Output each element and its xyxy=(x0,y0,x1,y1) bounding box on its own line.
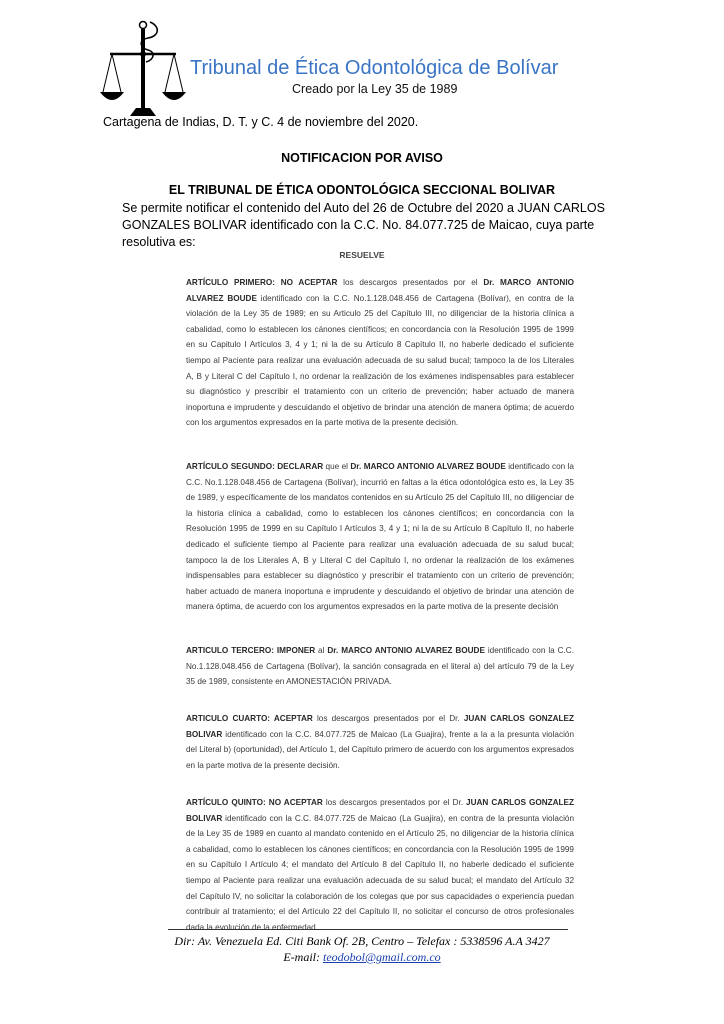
tribunal-heading: EL TRIBUNAL DE ÉTICA ODONTOLÓGICA SECCIONAL BOLIVAR xyxy=(168,183,556,197)
person-name: Dr. MARCO ANTONIO ALVAREZ BOUDE xyxy=(327,646,485,655)
person-name: Dr. MARCO ANTONIO ALVAREZ BOUDE xyxy=(350,462,506,471)
intro-paragraph: Se permite notificar el contenido del Auto del 26 de Octubre del 2020 a JUAN CARLOS GONZALES BOLIVAR identificado con la C.C. No. 84.077.725 de Maicao, cuya parte resolutiva es: xyxy=(122,201,605,249)
person-name: JUAN CARLOS GONZALEZ BOLIVAR xyxy=(186,798,574,823)
article-label: ARTÍCULO QUINTO: NO ACEPTAR xyxy=(186,798,323,807)
article-cuarto: ARTICULO CUARTO: ACEPTAR los descargos presentados por el Dr. JUAN CARLOS GONZALEZ BOLIVAR identificado con la C.C. 84.077.725 de Maicao (La Guajira), frente a la a la presunta violación del Literal b) (oportunidad), del Artículo 1, del Capítulo primero de acuerdo con los argumentos expresados en la parte motiva de la presente decisión. xyxy=(186,714,575,770)
date-line: Cartagena de Indias, D. T. y C. 4 de noviembre del 2020. xyxy=(103,115,419,129)
footer-divider xyxy=(168,929,568,930)
resuelve-heading: RESUELVE xyxy=(339,250,385,260)
institution-subtitle: Creado por la Ley 35 de 1989 xyxy=(292,82,458,96)
article-tercero: ARTICULO TERCERO: IMPONER al Dr. MARCO ANTONIO ALVAREZ BOUDE identificado con la C.C. No.1.128.048.456 de Cartagena (Bolívar), la sanción consagrada en el literal a) del artículo 79 de la Ley 35 de 1989, consistente en AMONESTACIÓN PRIVADA. xyxy=(186,646,574,687)
article-label: ARTÍCULO SEGUNDO: DECLARAR xyxy=(186,462,324,471)
article-segundo: ARTÍCULO SEGUNDO: DECLARAR que el Dr. MARCO ANTONIO ALVAREZ BOUDE identificado con la C.C. No.1.128.048.456 de Cartagena (Bolívar), incurrió en faltas a la ética odontológica esto es, la Ley 35 de 1989, y específicamente de los mandatos contenidos en su Artículo 25 del Capítulo III, no diligenciar de la historia clínica a cabalidad, como lo establecen los cánones científicos; en concordancia con la Resolución 1995 de 1999 en su Capítulo I Artículos 3, 4 y 1; ni la de su Artículo 8 Capítulo II, no haberle dedicado el suficiente tiempo al Paciente para realizar una evaluación adecuada de su salud bucal; tampoco la de los Literales A, B y Literal C del Capítulo I, no ordenar la realización de los exámenes indispensables para establecer su diagnóstico y prescribir el tratamiento con un criterio de prevención; haber actuado de manera inoportuna e imprudente y descuidando el objetivo de brindar una atención de manera óptima, de acuerdo con los argumentos expresados en la parte motiva de la presente decisión xyxy=(186,462,574,612)
email-label: E-mail: xyxy=(283,950,320,964)
person-name: JUAN CARLOS GONZALEZ BOLIVAR xyxy=(186,714,575,739)
notice-heading: NOTIFICACION POR AVISO xyxy=(281,151,443,165)
footer-email-line xyxy=(0,950,724,965)
article-primero: ARTÍCULO PRIMERO: NO ACEPTAR los descargos presentados por el Dr. MARCO ANTONIO ALVAREZ BOUDE identificado con la C.C. No.1.128.048.456 de Cartagena (Bolívar), en contra de la violación de la Ley 35 de 1989; en su Articulo 25 del Capítulo III, no diligenciar de la historia clínica a cabalidad, como lo establecen los cánones científicos; en concordancia con la Resolución 1995 de 1999 en su Capitulo I Artículos 3, 4 y 1; ni la de su Artículo 8 Capítulo II, no haberle dedicado el suficiente tiempo al Paciente para realizar una evaluación adecuada de su salud bucal; tampoco la de los Literales A, B y Literal C del Capítulo I, no ordenar la realización de los exámenes indispensables para establecer su diagnóstico y prescribir el tratamiento con un criterio de prevención; haber actuado de manera inoportuna e imprudente y descuidando el objetivo de brindar una atención de manera óptima; de acuerdo con los argumentos expresados en la parte motiva de la presente decisión. xyxy=(186,278,574,428)
email-link[interactable]: teodobol@gmail.com.co xyxy=(322,950,441,964)
person-name: Dr. MARCO ANTONIO ALVAREZ BOUDE xyxy=(186,278,574,303)
article-quinto: ARTÍCULO QUINTO: NO ACEPTAR los descargos presentados por el Dr. JUAN CARLOS GONZALEZ BOLIVAR identificado con la C.C. 84.077.725 de Maicao (La Guajira), en contra de la presunta violación de la Ley 35 de 1989 en cuanto al mandato contenido en el Artículo 25, no diligenciar de la historia clínica a cabalidad, como lo establecen los cánones científicos; en concordancia con la Resolución 1995 de 1999 en su Capítulo I Artículo 4; el mandato del Artículo 8 del Capítulo II, no haberle dedicado el suficiente tiempo al Paciente para realizar una evaluación adecuada de su salud bucal; el mandato del Artículo 32 del Capítulo IV, no solicitar la colaboración de los colegas que por sus capacidades o experiencia puedan contribuir al tratamiento; el del Artículo 22 del Capítulo II, no solicitar el concurso de otros profesionales dada la evolución de la enfermedad xyxy=(186,798,574,932)
article-label: ARTICULO CUARTO: ACEPTAR xyxy=(186,714,313,723)
institution-title: Tribunal de Ética Odontológica de Bolívar xyxy=(190,57,559,79)
article-label: ARTÍCULO PRIMERO: NO ACEPTAR xyxy=(186,278,338,287)
article-label: ARTICULO TERCERO: IMPONER xyxy=(186,646,316,655)
scales-of-justice-icon xyxy=(100,18,186,122)
footer-address: Dir: Av. Venezuela Ed. Citi Bank Of. 2B, Centro – Telefax : 5338596 A.A 3427 xyxy=(174,934,550,948)
